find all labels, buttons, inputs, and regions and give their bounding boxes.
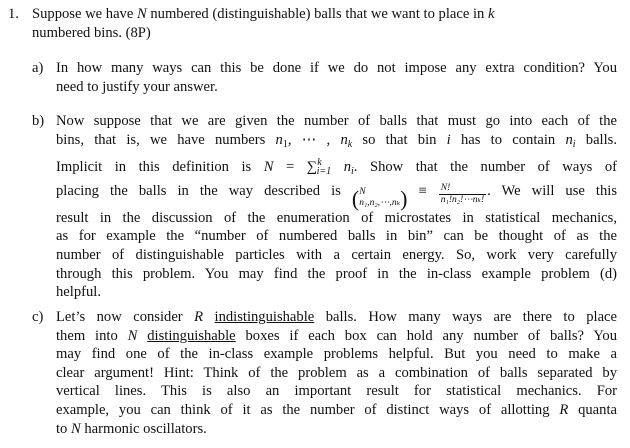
part-a-line-1: In how many ways can this be done if we do not impose any extra condition? You <box>56 60 617 76</box>
var-nk-sub: k <box>347 138 353 150</box>
part-a-label: a) <box>32 60 44 76</box>
part-c-line-1-text-a: Let’s now consider <box>56 309 195 325</box>
multinomial-coefficient: ( N n₁,n₂,⋯,nₖ ) <box>351 185 408 211</box>
binom-bottom: n₁,n₂,⋯,nₖ <box>359 197 401 208</box>
var-nk: n <box>340 131 348 148</box>
part-b-line-2 <box>56 131 617 155</box>
part-b-line-4-text-b: . We will use this <box>487 182 617 199</box>
frac-numerator: N! <box>440 182 451 193</box>
part-c-body <box>56 308 617 438</box>
part-a-body <box>56 59 617 96</box>
var-R: R <box>194 309 204 325</box>
intro-text-2: numbered (distinguishable) balls that we want to place in <box>146 6 488 22</box>
part-c-line-3: may find one of the in-class example problems helpful. But you need to make a <box>56 346 617 363</box>
dots: , ⋯ , <box>287 131 341 148</box>
part-b-line-7: number of distinguishable particles with a certain energy. So, work very carefully <box>56 246 617 263</box>
sum-lower: i=1 <box>316 166 332 178</box>
part-c-label: c) <box>32 309 44 325</box>
var-i: i <box>446 131 451 148</box>
problem-intro <box>32 5 620 42</box>
sum-term-sub: i <box>351 166 354 178</box>
part-c-line-1-text-b: balls. How many ways are there to place <box>314 309 618 325</box>
intro-var-k: k <box>487 6 495 22</box>
part-b-line-6: as for example the “number of numbered balls in bin” can be thought of as the <box>56 228 617 245</box>
part-b-body <box>56 112 617 302</box>
var-ni: n <box>565 131 573 148</box>
part-b-line-9: helpful. <box>56 284 101 301</box>
sum-term: n <box>331 159 352 176</box>
intro-text-3: numbered bins. (8P) <box>32 24 151 41</box>
part-c-line-7 <box>56 420 617 439</box>
problem-number: 1. <box>8 6 19 22</box>
part-b-line-5: result in the discussion of the enumeration of microstates in statistical mechanics, <box>56 209 617 226</box>
factorial-fraction <box>439 183 486 206</box>
part-b-line-4-text-a: placing the balls in the way described is <box>56 182 352 199</box>
part-c-line-5: vertical lines. This is also an important result for statistical mechanics. For <box>56 383 617 400</box>
intro-var-N: N <box>136 6 147 22</box>
var-N-boxes: N <box>127 327 138 344</box>
part-b-label: b) <box>32 113 45 129</box>
sum-sign: = ∑ <box>273 159 318 176</box>
part-b-line-8: through this problem. You may find the proof in the in-class example problem (d) <box>56 265 617 282</box>
part-b-line-2-text-c: has to contain <box>450 131 566 148</box>
intro-text-1: Suppose we have <box>32 6 137 22</box>
part-b-line-3-text-a: Implicit in this definition is <box>56 159 264 176</box>
part-a-line-2: need to justify your answer. <box>56 78 218 95</box>
var-ni-sub: i <box>572 138 576 150</box>
var-R-quanta: R <box>559 401 569 418</box>
part-c-line-6 <box>56 401 617 420</box>
part-b-line-4 <box>56 182 617 209</box>
part-b-line-2-text-a: bins, that is, we have numbers <box>56 131 276 148</box>
part-c-line-2-text-b: boxes if each box can hold any number of balls? You <box>235 327 617 344</box>
var-n1: n <box>275 131 283 148</box>
part-c-line-7-text-b: harmonic oscillators. <box>80 420 207 437</box>
part-b-line-3-text-b: . Show that the number of ways of <box>353 159 617 176</box>
equiv-sign: ≡ <box>407 182 438 199</box>
part-c-line-4: clear argument! Hint: Think of the problem as a combination of balls separated by <box>56 364 617 381</box>
part-b-line-2-text-d: balls. <box>575 131 617 148</box>
part-c-line-2 <box>56 327 617 346</box>
distinguishable-term: distinguishable <box>147 327 236 344</box>
indistinguishable-term: indistinguishable <box>214 309 315 325</box>
binom-top: N <box>359 186 366 197</box>
var-N-oscillators: N <box>71 420 81 437</box>
part-b-line-2-text-b: so that bin <box>352 131 447 148</box>
part-c-line-1 <box>56 308 617 327</box>
part-b-line-3 <box>56 154 617 182</box>
part-b-line-1: Now suppose that we are given the number of balls that must go into each of the <box>56 113 617 129</box>
part-c-line-2-text-a: them into <box>56 327 128 344</box>
var-N: N <box>263 159 274 176</box>
frac-denominator: n₁!n₂!⋯nₖ! <box>440 194 485 205</box>
var-n1-sub: 1 <box>282 138 288 150</box>
part-c-line-7-text-a: to <box>56 420 71 437</box>
part-c-line-6-text-a: example, you can think of it as the number of distinct ways of allotting <box>56 401 560 418</box>
part-c-line-6-text-b: quanta <box>568 401 617 418</box>
sum-upper: k <box>317 157 322 169</box>
